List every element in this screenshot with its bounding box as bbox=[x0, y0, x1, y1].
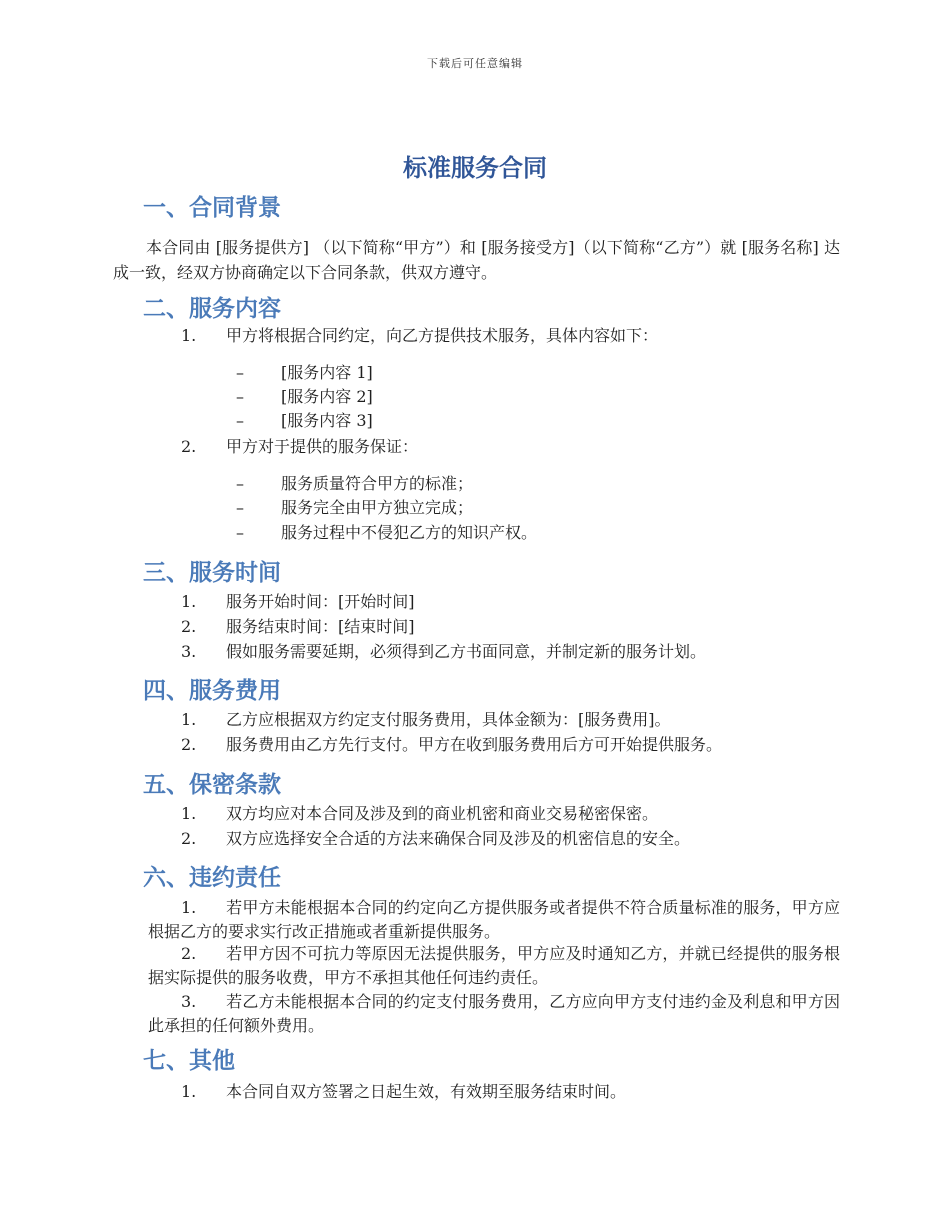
list-number: 3. bbox=[181, 992, 197, 1011]
section-heading: 五、保密条款 bbox=[143, 772, 281, 798]
list-text: 服务结束时间：[结束时间] bbox=[226, 617, 415, 636]
list-number: 1. bbox=[181, 898, 197, 917]
document-title: 标准服务合同 bbox=[403, 154, 547, 182]
background-paragraph: 本合同由 [服务提供方] （以下简称“甲方”）和 [服务接受方]（以下简称“乙方”）就 [服务名称] 达成一致，经双方协商确定以下合同条款，供双方遵守。 bbox=[113, 238, 840, 282]
section-heading: 四、服务费用 bbox=[143, 678, 281, 704]
list-number: 2. bbox=[181, 735, 197, 754]
section-heading: 六、违约责任 bbox=[143, 865, 281, 891]
list-text: 甲方将根据合同约定，向乙方提供技术服务，具体内容如下： bbox=[226, 326, 659, 345]
list-number: 2. bbox=[181, 829, 197, 848]
bullet-mark: – bbox=[236, 411, 244, 430]
list-number: 1. bbox=[181, 804, 197, 823]
bullet-text: 服务过程中不侵犯乙方的知识产权。 bbox=[281, 523, 538, 542]
list-item bbox=[148, 990, 840, 1037]
bullet-text: 服务质量符合甲方的标准； bbox=[281, 474, 474, 493]
bullet-text: [服务内容 1] bbox=[281, 363, 373, 382]
list-text: 甲方对于提供的服务保证： bbox=[226, 437, 419, 456]
list-text: 服务费用由乙方先行支付。甲方在收到服务费用后方可开始提供服务。 bbox=[226, 735, 723, 754]
list-item bbox=[148, 942, 840, 989]
list-text: 若甲方因不可抗力等原因无法提供服务，甲方应及时通知乙方，并就已经提供的服务根据实际提供的服务收费，甲方不承担其他任何违约责任。 bbox=[148, 944, 840, 987]
list-text: 双方均应对本合同及涉及到的商业机密和商业交易秘密保密。 bbox=[226, 804, 659, 823]
bullet-mark: – bbox=[236, 523, 244, 542]
list-number: 1. bbox=[181, 592, 197, 611]
list-text: 若乙方未能根据本合同的约定支付服务费用，乙方应向甲方支付违约金及利息和甲方因此承担的任何额外费用。 bbox=[148, 992, 840, 1035]
section-heading: 三、服务时间 bbox=[143, 560, 281, 586]
list-text: 乙方应根据双方约定支付服务费用，具体金额为：[服务费用]。 bbox=[226, 710, 671, 729]
section-heading: 二、服务内容 bbox=[143, 296, 281, 322]
section-heading: 一、合同背景 bbox=[143, 195, 281, 221]
list-number: 2. bbox=[181, 617, 197, 636]
bullet-mark: – bbox=[236, 363, 244, 382]
list-text: 本合同自双方签署之日起生效，有效期至服务结束时间。 bbox=[226, 1082, 627, 1101]
list-text: 若甲方未能根据本合同的约定向乙方提供服务或者提供不符合质量标准的服务，甲方应根据乙方的要求实行改正措施或者重新提供服务。 bbox=[148, 898, 840, 941]
list-text: 双方应选择安全合适的方法来确保合同及涉及的机密信息的安全。 bbox=[226, 829, 691, 848]
list-number: 1. bbox=[181, 1082, 197, 1101]
list-number: 2. bbox=[181, 944, 197, 963]
list-number: 1. bbox=[181, 710, 197, 729]
bullet-text: 服务完全由甲方独立完成； bbox=[281, 498, 474, 517]
section-heading: 七、其他 bbox=[143, 1048, 235, 1074]
list-item bbox=[148, 896, 840, 943]
bullet-mark: – bbox=[236, 498, 244, 517]
bullet-mark: – bbox=[236, 387, 244, 406]
page-header-note: 下载后可任意编辑 bbox=[427, 57, 523, 70]
bullet-mark: – bbox=[236, 474, 244, 493]
bullet-text: [服务内容 2] bbox=[281, 387, 373, 406]
list-number: 2. bbox=[181, 437, 197, 456]
list-text: 服务开始时间：[开始时间] bbox=[226, 592, 415, 611]
list-number: 1. bbox=[181, 326, 197, 345]
list-number: 3. bbox=[181, 642, 197, 661]
bullet-text: [服务内容 3] bbox=[281, 411, 373, 430]
list-text: 假如服务需要延期，必须得到乙方书面同意，并制定新的服务计划。 bbox=[226, 642, 707, 661]
